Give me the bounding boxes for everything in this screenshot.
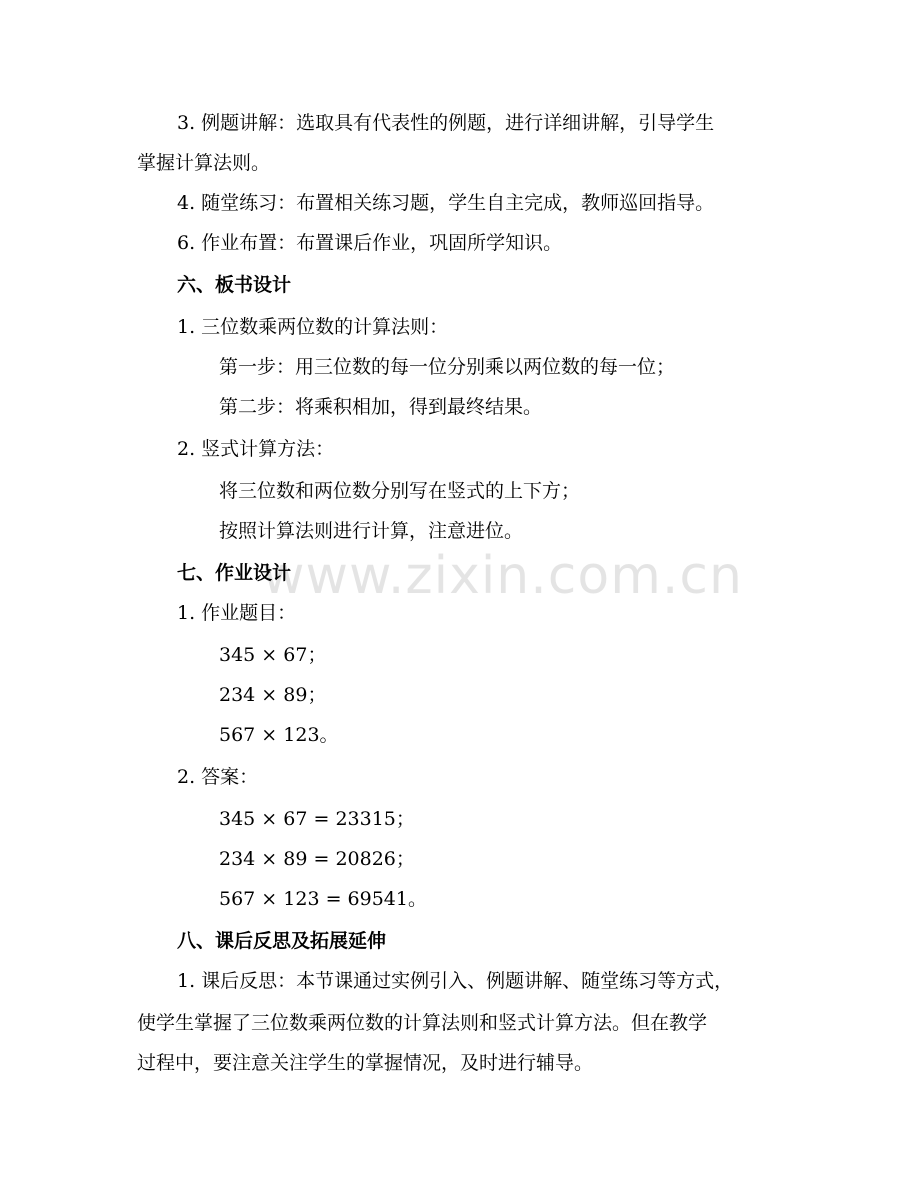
homework-problem-1: 345 × 67； bbox=[219, 644, 327, 666]
homework-item-1: 1. 作业题目： bbox=[177, 602, 297, 624]
section-heading-board-design: 六、板书设计 bbox=[177, 274, 292, 296]
homework-answer-1: 345 × 67 = 23315； bbox=[219, 808, 415, 830]
board-step-1: 第一步：用三位数的每一位分别乘以两位数的每一位； bbox=[219, 356, 676, 378]
reflection-paragraph-line-2: 使学生掌握了三位数乘两位数的计算法则和竖式计算方法。但在教学 bbox=[137, 1012, 708, 1034]
paragraph-step-3: 3. 例题讲解：选取具有代表性的例题，进行详细讲解，引导学生 bbox=[177, 112, 715, 134]
reflection-paragraph-line-3: 过程中，要注意关注学生的掌握情况，及时进行辅导。 bbox=[137, 1052, 594, 1074]
section-heading-homework: 七、作业设计 bbox=[177, 562, 292, 584]
paragraph-step-6: 6. 作业布置：布置课后作业，巩固所学知识。 bbox=[177, 232, 563, 254]
paragraph-step-4: 4. 随堂练习：布置相关练习题，学生自主完成，教师巡回指导。 bbox=[177, 192, 715, 214]
section-heading-reflection: 八、课后反思及拓展延伸 bbox=[177, 930, 387, 952]
board-method-2: 按照计算法则进行计算，注意进位。 bbox=[219, 520, 524, 542]
board-item-2: 2. 竖式计算方法： bbox=[177, 438, 335, 460]
homework-item-2: 2. 答案： bbox=[177, 766, 259, 788]
homework-answer-2: 234 × 89 = 20826； bbox=[219, 848, 415, 870]
reflection-paragraph-line-1: 1. 课后反思：本节课通过实例引入、例题讲解、随堂练习等方式， bbox=[177, 970, 734, 992]
paragraph-step-3-cont: 掌握计算法则。 bbox=[137, 152, 271, 174]
homework-problem-3: 567 × 123。 bbox=[219, 724, 339, 746]
board-item-1: 1. 三位数乘两位数的计算法则： bbox=[177, 316, 449, 338]
homework-answer-3: 567 × 123 = 69541。 bbox=[219, 888, 427, 910]
watermark: www.zixin.com.cn bbox=[262, 546, 743, 606]
homework-problem-2: 234 × 89； bbox=[219, 684, 327, 706]
board-method-1: 将三位数和两位数分别写在竖式的上下方； bbox=[219, 480, 581, 502]
board-step-2: 第二步：将乘积相加，得到最终结果。 bbox=[219, 396, 543, 418]
